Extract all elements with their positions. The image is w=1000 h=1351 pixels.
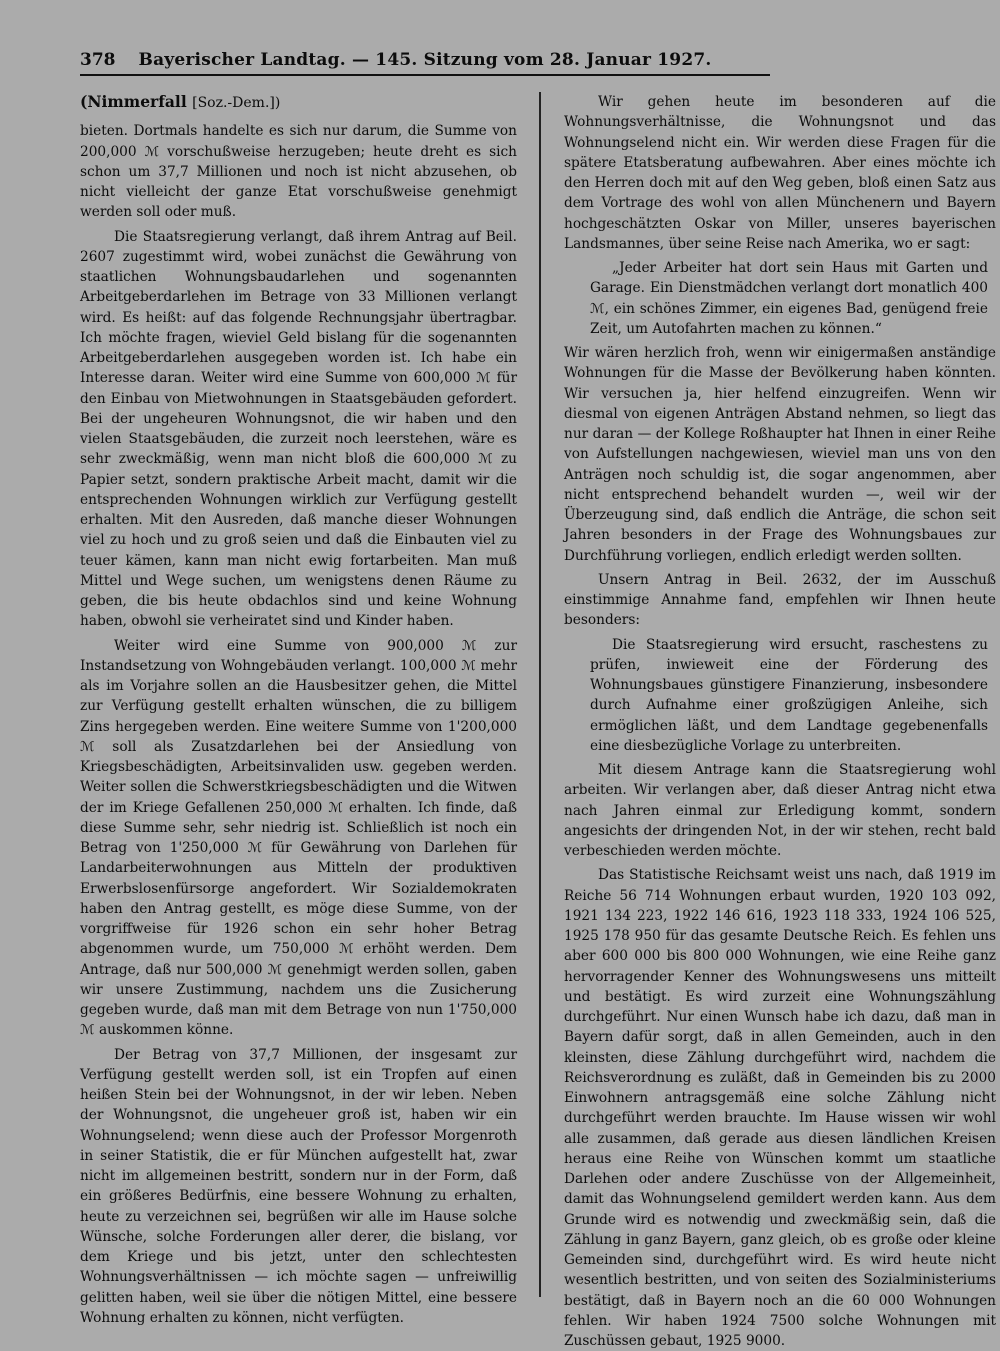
speaker-heading: [80, 92, 517, 113]
running-header: [80, 50, 770, 76]
paragraph: Mit diesem Antrage kann die Staatsregierung wohl arbeiten. Wir verlangen aber, daß dieser Antrag nicht etwa nach Jahren einmal zur Erledigung kommt, sondern angesichts der dringenden Not, in der wir stehen, recht bald verbeschieden werden möchte.: [564, 762, 996, 859]
paragraph: bieten. Dortmals handelte es sich nur darum, die Summe von 200,000 ℳ vorschußweise herzugeben; heute dreht es sich schon um 37,7 Millionen und noch ist nicht abzusehen, ob nicht vielleicht der ganze Etat vorschußweise genehmigt werden soll oder muß.: [80, 123, 517, 221]
block-quote: Die Staatsregierung wird ersucht, raschestens zu prüfen, inwieweit eine der Förderung des Wohnungsbaues günstigere Finanzierung, insbesondere durch Aufnahme einer großzügigen Anleihe, sich ermöglichen läßt, und dem Landtage gegebenenfalls eine diesbezügliche Vorlage zu unterbreiten.: [590, 636, 988, 754]
paragraph: Wir wären herzlich froh, wenn wir einigermaßen anständige Wohnungen für die Masse der Bevölkerung haben könnten. Wir versuchen ja, hier helfend einzugreifen. Wenn wir diesmal von eigenen Anträgen Abstand nehmen, so liegt das nur daran — der Kollege Roßhaupter hat Ihnen in einer Reihe von Aufstellungen nachgewiesen, wieviel man uns von den Anträgen noch schuldig ist, die sogar angenommen, aber nicht entsprechend behandelt wurden —, weil wir der Überzeugung sind, daß endlich die Anträge, die schon seit Jahren besonders in der Frage des Wohnungsbaues zur Durchführung vorliegen, endlich erledigt werden sollten.: [564, 345, 996, 564]
running-title: Bayerischer Landtag. — 145. Sitzung vom 28. Januar 1927.: [138, 50, 712, 70]
speaker-name: (Nimmerfall: [80, 92, 187, 111]
paragraph: Die Staatsregierung verlangt, daß ihrem Antrag auf Beil. 2607 zugestimmt wird, wobei zunächst die Gewährung von staatlichen Wohnungsbaudarlehen und sogenannten Arbeitgeberdarlehen im Betrage von 33 Millionen verlangt wird. Es heißt: auf das folgende Rechnungsjahr übertragbar. Ich möchte fragen, wieviel Geld bislang für die sogenannten Arbeitgeberdarlehen ausgegeben worden ist. Ich habe ein Interesse daran. Weiter wird eine Summe von 600,000 ℳ für den Einbau von Mietwohnungen in Staatsgebäuden gefordert. Bei der ungeheuren Wohnungsnot, die wir haben und den vielen Staatsgebäuden, die zurzeit noch leerstehen, wäre es sehr zweckmäßig, wenn man nicht bloß die 600,000 ℳ zu Papier setzt, sondern praktische Arbeit macht, damit wir die entsprechenden Wohnungen wirklich zur Verfügung gestellt erhalten. Mit den Ausreden, daß manche dieser Wohnungen viel zu hoch und zu groß seien und daß die Einbauten viel zu teuer kämen, kann man nicht ewig fortarbeiten. Man muß Mittel und Wege suchen, um wenigstens denen Räume zu geben, die bis heute obdachlos sind und keine Wohnung haben, obwohl sie verheiratet sind und Kinder haben.: [80, 228, 517, 630]
page-number: 378: [80, 50, 116, 70]
right-column: [564, 92, 996, 1349]
paragraph: Wir gehen heute im besonderen auf die Wohnungsverhältnisse, die Wohnungsnot und das Wohnungselend nicht ein. Wir werden diese Fragen für die spätere Etatsberatung aufbewahren. Aber eines möchte ich den Herren doch mit auf den Weg geben, bloß einen Satz aus dem Vortrage des wohl von allen Münchenern und Bayern hochgeschätzten Oskar von Miller, unseres bayerischen Landsmannes, über seine Reise nach Amerika, wo er sagt:: [564, 94, 996, 252]
column-divider: [539, 92, 541, 1297]
block-quote: „Jeder Arbeiter hat dort sein Haus mit Garten und Garage. Ein Dienstmädchen verlangt dort monatlich 400 ℳ, ein schönes Zimmer, ein eigenes Bad, genügend freie Zeit, um Autofahrten machen zu können.“: [590, 260, 988, 337]
speaker-party: [Soz.-Dem.]): [192, 95, 281, 111]
left-column: [80, 92, 517, 1326]
paragraph: Unsern Antrag in Beil. 2632, der im Ausschuß einstimmige Annahme fand, empfehlen wir Ihnen heute besonders:: [564, 571, 996, 629]
paragraph: Das Statistische Reichsamt weist uns nach, daß 1919 im Reiche 56 714 Wohnungen erbaut wurden, 1920 103 092, 1921 134 223, 1922 146 616, 1923 118 333, 1924 106 525, 1925 178 950 für das gesamte Deutsche Reich. Es fehlen uns aber 600 000 bis 800 000 Wohnungen, wie eine Reihe ganz hervorragender Kenner des Wohnungswesens uns mitteilt und bestätigt. Es wird zurzeit eine Wohnungszählung durchgeführt. Nur einen Wunsch habe ich dazu, daß man in Bayern dafür sorgt, daß in allen Gemeinden, auch in den kleinsten, diese Zählung durchgeführt wird, nachdem die Reichsverordnung es zuläßt, daß in Gemeinden bis zu 2000 Einwohnern antragsgemäß eine solche Zählung nicht durchgeführt werden brauchte. Im Hause wissen wir wohl alle zusammen, daß gerade aus diesen ländlichen Kreisen heraus eine Reihe von Wünschen kommt um staatliche Darlehen oder andere Zuschüsse von der Allgemeinheit, damit das Wohnungselend gemildert werden kann. Aus dem Grunde wird es notwendig und zweckmäßig sein, daß die Zählung in ganz Bayern, ganz gleich, ob es große oder kleine Gemeinden sind, durchgeführt wird. Es wird heute nicht wesentlich bestritten, und von seiten des Sozialministeriums bestätigt, daß in Bayern noch an die 60 000 Wohnungen fehlen. Wir haben 1924 7500 solche Wohnungen mit Zuschüssen gebaut, 1925 9000.: [564, 867, 996, 1349]
paragraph: Der Betrag von 37,7 Millionen, der insgesamt zur Verfügung gestellt werden soll, ist ein Tropfen auf einen heißen Stein bei der Wohnungsnot, in der wir leben. Neben der Wohnungsnot, die ungeheuer groß ist, haben wir ein Wohnungselend; wenn diese auch der Professor Morgenroth in seiner Statistik, die er für München aufgestellt hat, zwar nicht im allgemeinen bestritt, sondern nur in der Form, daß ein größeres Bedürfnis, eine bessere Wohnung zu erhalten, heute zu verzeichnen sei, begrüßen wir alle im Hause solche Wünsche, solche Forderungen aller derer, die bislang, vor dem Kriege und bis jetzt, unter den schlechtesten Wohnungsverhältnissen — ich möchte sagen — unfreiwillig gelitten haben, weil sie über die nötigen Mittel, eine bessere Wohnung erhalten zu können, nicht verfügten.: [80, 1046, 517, 1326]
paragraph: Weiter wird eine Summe von 900,000 ℳ zur Instandsetzung von Wohngebäuden verlangt. 100,000 ℳ mehr als im Vorjahre sollen an die Hausbesitzer gehen, die Mittel zur Verfügung gestellt erhalten wünschen, die zu billigem Zins hergegeben werden. Eine weitere Summe von 1'200,000 ℳ soll als Zusatzdarlehen bei der Ansiedlung von Kriegsbeschädigten, Arbeitsinvaliden usw. gegeben werden. Weiter sollen die Schwerstkriegsbeschädigten und die Witwen der im Kriege Gefallenen 250,000 ℳ erhalten. Ich finde, daß diese Summe sehr, sehr niedrig ist. Schließlich ist noch ein Betrag von 1'250,000 ℳ für Gewährung von Darlehen für Landarbeiterwohnungen aus Mitteln der produktiven Erwerbslosenfürsorge angefordert. Wir Sozialdemokraten haben den Antrag gestellt, es möge diese Summe, von der vorgriffweise für 1926 schon ein sehr hoher Betrag abgenommen wurde, um 750,000 ℳ erhöht werden. Dem Antrage, daß nur 500,000 ℳ genehmigt werden sollen, gaben wir unsere Zustimmung, nachdem uns die Zusicherung gegeben wurde, daß man mit dem Betrage von nun 1'750,000 ℳ auskommen könne.: [80, 637, 517, 1039]
